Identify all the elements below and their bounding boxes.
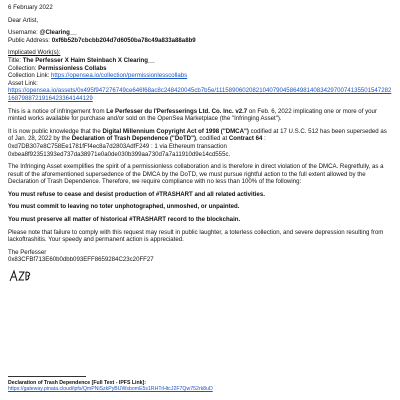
dmca-term: Digital Millennium Copyright Act of 1998 ("DMCA"): [102, 127, 249, 135]
title-value: The Perfesser X Haim Steinbach X Clearing__: [22, 56, 155, 64]
collection-value: Permissionless Collabs: [38, 64, 107, 72]
public-address-label: Public Address:: [8, 36, 51, 44]
collection-label: Collection:: [8, 64, 37, 72]
requirement-2: You must commit to leaving no toter unphotographed, unmoshed, or unpainted.: [8, 203, 240, 211]
dmca-paragraph: [8, 128, 392, 158]
requirement-1: You must refuse to cease and desist production of #TRASHART and all related activities.: [8, 190, 265, 198]
notice-org: Le Perfesser du l'Perfesserings Ltd. Co. Inc. v2.7: [106, 107, 248, 115]
dmca-text-d: : 0xd7DB307e8C758Ee1781fFf4ec8a7d2803AdfF249 : 1 via Ethereum transaction 0xbea8f92351393ed737da38971e0a0de030b399aa730d7a7a11910d9e14cd555c.: [8, 135, 266, 158]
public-address-value: 0xf6b52b7cbcbb204d7d6050ba78c49a833a88a8b9: [51, 36, 196, 44]
notice-post: on Feb. 6, 2022 implicating one or more of your minted works available for purchase and/or sold on the OpenSea Marketplace (the "Infringing Asset").: [8, 107, 377, 123]
recipient-block: [8, 29, 392, 44]
dotd-term: Declaration of Trash Dependence ("DoTD"): [71, 135, 196, 143]
letter-date: 6 February 2022: [8, 4, 53, 11]
requirement-3: You must preserve all matter of historical #TRASHART record to the blockchain.: [8, 216, 241, 224]
footer-link[interactable]: https://gateway.pinata.cloud/ipfs/QmPNiSzkPyBUWsbomE5s1RHTrHtcJ2F7Qw752rk8uD: [8, 386, 213, 393]
footer: [8, 376, 392, 393]
username-label: Username:: [8, 29, 38, 37]
dmca-text-a: It is now public knowledge that the: [8, 127, 103, 135]
signature-scribble: [8, 268, 34, 284]
collection-link-label: Collection Link:: [8, 72, 50, 80]
violation-paragraph: The Infringing Asset exemplifies the spirit of a permissionless collaboration and is therefore in direct violation of the DMCA. Regretfully, as a result of the aforementioned supersedence of the DMCA by the DoTD, we must pursue rightful action to the full extent allowed by the Declaration of Trash Dependence. Therefore, we require compliance with no less than 100% of the following:: [8, 163, 384, 186]
asset-link[interactable]: https://opensea.io/assets/0x495f947276749ce646f68ac8c248420045cb7b5e/11158906020821040790458649814083429700741355015472821687988721916423364144129: [8, 87, 392, 102]
notice-pre: This is a notice of infringement from: [8, 107, 107, 115]
dmca-text-b: codified at 17 U.S.C. 512 has been superseded as of Jan. 28, 2022 by the: [8, 127, 387, 143]
closing-paragraph: Please note that failure to comply with this request may result in public laughter, a toterless collection, and severe depression resulting from lackoftrashitis. Your speedy and permanent action is appreciated.: [8, 228, 384, 244]
implicated-works: [8, 49, 392, 102]
title-label: Title:: [8, 56, 21, 64]
dmca-text-c: , codified at: [196, 135, 229, 143]
collection-link[interactable]: https://opensea.io/collection/permissionlesscollabs: [51, 72, 188, 80]
footer-divider: [8, 376, 86, 377]
notice-paragraph: [8, 108, 392, 123]
sender-name: The Perfesser: [8, 248, 47, 256]
contract-term: Contract 64: [228, 135, 263, 143]
asset-link-label: Asset Link:: [8, 79, 38, 87]
footer-label: Declaration of Trash Dependence [Full Text - IPFS Link]:: [8, 380, 146, 386]
sender-address: 0x83CFBf713E60b0dbb093EFF8659284C23c20FF27: [8, 256, 154, 264]
implicated-heading: Implicated Work(s):: [8, 49, 61, 57]
username-value: @Clearing__: [39, 29, 77, 37]
greeting: Dear Artist,: [8, 16, 39, 24]
